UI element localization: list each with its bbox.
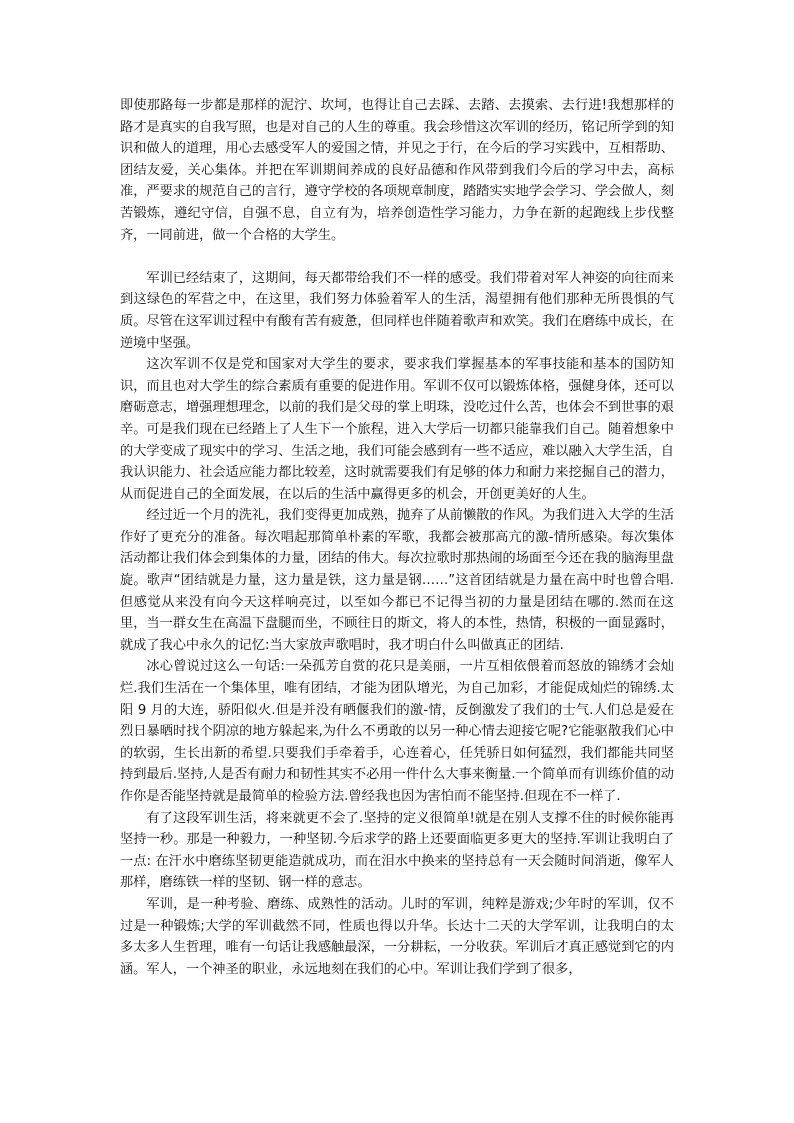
paragraph-4: 经过近一个月的洗礼，我们变得更加成熟，抛弃了从前懒散的作风。为我们进入大学的生活作好了更充分的准备。每次唱起那简单朴素的军歌，我都会被那高亢的激-情所感染。每次集体活动都让我们体会到集体的力量，团结的伟大。每次拉歌时那热闹的场面至今还在我的脑海里盘旋。歌声“团结就是力量，这力量是铁，这力量是钢……”这首团结就是力量在高中时也曾合唱.但感觉从来没有向今天这样响亮过，以至如今都已不记得当初的力量是团结在哪的.然而在这里，当一群女生在高温下盘腿而坐，不顾往日的斯文，将人的本性，热情，积极的一面显露时，就成了我心中永久的记忆:当大家放声歌唱时，我才明白什么叫做真正的团结. <box>120 508 674 653</box>
paragraph-2: 军训已经结束了，这期间，每天都带给我们不一样的感受。我们带着对军人神姿的向往而来到这绿色的军营之中，在这里，我们努力体验着军人的生活，渴望拥有他们那种无所畏惧的气质。尽管在这军训过程中有酸有苦有疲惫，但同样也伴随着歌声和欢笑。我们在磨练中成长，在逆境中坚强。 <box>120 270 674 351</box>
document-page <box>120 95 674 980</box>
paragraph-3: 这次军训不仅是党和国家对大学生的要求，要求我们掌握基本的军事技能和基本的国防知识，而且也对大学生的综合素质有重要的促进作用。军训不仅可以锻炼体格，强健身体，还可以磨砺意志，增强理想理念，以前的我们是父母的掌上明珠，没吃过什么苦，也体会不到世事的艰辛。可是我们现在已经踏上了人生下一个旅程，进入大学后一切都只能靠我们自己。随着想象中的大学变成了现实中的学习、生活之地，我们可能会感到有一些不适应，难以融入大学生活，自我认识能力、社会适应能力都比较差，这时就需要我们有足够的体力和耐力来挖掘自己的潜力，从而促进自己的全面发展，在以后的生活中赢得更多的机会，开创更美好的人生。 <box>120 357 674 502</box>
paragraph-gap <box>120 246 674 268</box>
paragraph-7: 军训，是一种考验、磨练、成熟性的活动。儿时的军训，纯粹是游戏;少年时的军训，仅不过是一种锻炼;大学的军训截然不同，性质也得以升华。长达十二天的大学军训，让我明白的太多太多人生哲理，唯有一句话让我感触最深，一分耕耘，一分收获。军训后才真正感觉到它的内涵。军人，一个神圣的职业，永远地刻在我们的心中。军训让我们学到了很多， <box>120 896 674 977</box>
paragraph-5: 冰心曾说过这么一句话:一朵孤芳自赏的花只是美丽，一片互相依偎着而怒放的锦绣才会灿烂.我们生活在一个集体里，唯有团结，才能为团队增光，为自己加彩，才能促成灿烂的锦绣.太阳 9 月的大连，骄阳似火.但是并没有晒偃我们的激-情，反倒激发了我们的士气.人们总是爱在烈日暴晒时找个阴凉的地方躲起来,为什么不勇敢的以另一种心情去迎接它呢?它能驱散我们心中的软弱，生长出新的希望.只要我们手牵着手，心连着心，任凭骄日如何猛烈，我们都能共同坚持到最后.坚持,人是否有耐力和韧性其实不必用一件什么大事来衡量.一个简单而有训练价值的动作你是否能坚持就是最简单的检验方法.曾经我也因为害怕而不能坚持.但现在不一样了. <box>120 659 674 804</box>
paragraph-6: 有了这段军训生活，将来就更不会了.坚持的定义很简单!就是在别人支撑不住的时候你能再坚持一秒。那是一种毅力，一种坚韧.今后求学的路上还要面临更多更大的坚持.军训让我明白了一点: 在汗水中磨练坚韧更能造就成功，而在泪水中换来的坚持总有一天会随时间消逝，像军人那样，磨练铁一样的坚韧、钢一样的意志。 <box>120 810 674 891</box>
paragraph-1: 即使那路每一步都是那样的泥泞、坎坷，也得让自己去踩、去踏、去摸索、去行进!我想那样的路才是真实的自我写照，也是对自己的人生的尊重。我会珍惜这次军训的经历，铭记所学到的知识和做人的道理，用心去感受军人的爱国之情，并见之于行，在今后的学习实践中，互相帮助、团结友爱，关心集体。并把在军训期间养成的良好品德和作风带到我们今后的学习中去，高标准，严要求的规范自己的言行，遵守学校的各项规章制度，踏踏实实地学会学习、学会做人，刻苦锻炼，遵纪守信，自强不息，自立有为，培养创造性学习能力，力争在新的起跑线上步伐整齐，一同前进，做一个合格的大学生。 <box>120 98 674 243</box>
